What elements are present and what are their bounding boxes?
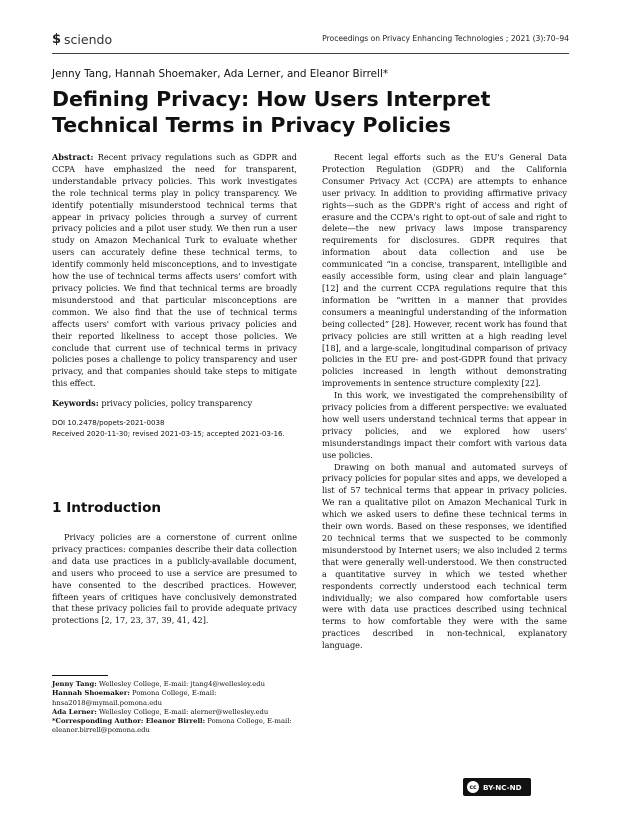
received-dates: Received 2020-11-30; revised 2021-03-15; accepted 2021-03-16.	[52, 428, 285, 438]
abstract-text: Recent privacy regulations such as GDPR and CCPA have emphasized the need for transparent, understandable privacy policies. This work investigates the role technical terms play in policy transparency. We identify potentially misunderstood technical terms that appear in privacy policies through a survey of current privacy policies and a pilot user study. We then run a user study on Amazon Mechanical Turk to evaluate whether users can accurately define these technical terms, to identify commonly held misconceptions, and to investigate how the use of technical terms affects users' comfort with privacy policies. We find that technical terms are broadly misunderstood and that particular misconceptions are common. We also find that the use of technical terms affects users' comfort with various privacy policies and their reported likeliness to accept those policies. We conclude that current use of technical terms in privacy policies poses a challenge to policy transparency and user privacy, and that companies should take steps to mitigate this effect.	[52, 152, 297, 389]
keywords-text: privacy policies, policy transparency	[101, 398, 253, 409]
doi: DOI 10.2478/popets-2021-0038	[52, 418, 165, 428]
body-paragraph: Recent legal efforts such as the EU's General Data Protection Regulation (GDPR) and the California Consumer Privacy Act (CCPA) are attempts to enhance user privacy. In addition to providing affirmative privacy rights—such as the GDPR's right of access and right of erasure and the CCPA's right to opt-out of sale and right to delete—the new privacy laws impose transparency requirements for disclosures. GDPR requires that information about data collection and use be communicated “in a concise, transparent, intelligible and easily accessible form, using clear and plain language” [12] and the current CCPA regulations require that this information be “written in a manner that provides consumers a meaningful understanding of the information being collected” [28]. However, recent work has found that privacy policies are still written at a high reading level [18], and a large-scale, longitudinal comparison of privacy policies in the EU pre- and post-GDPR found that privacy policies increased in length without demonstrating improvements in sentence structure complexity [22].	[322, 152, 567, 389]
publisher-logo	[52, 32, 112, 47]
footnote-item: *Corresponding Author: Eleanor Birrell: Pomona College, E-mail: eleanor.birrell@pomona.edu	[52, 717, 292, 735]
paper-title	[52, 86, 572, 138]
body-paragraph: Drawing on both manual and automated surveys of privacy policies for popular sites and apps, we developed a list of 57 technical terms that appear in privacy policies. We ran a qualitative pilot on Amazon Mechanical Turk in which we asked users to define these technical terms in their own words. Based on these responses, we identified 20 technical terms that we suspected to be commonly misunderstood by Internet users; we also included 2 terms that were generally well-understood. We then constructed a quantitative survey in which we tested whether respondents correctly understood each technical term individually; we also compared how comfortable users were with data use practices described using technical terms to how comfortable they were with the same practices described in non-technical, explanatory language.	[322, 461, 567, 651]
publisher-name: sciendo	[64, 32, 113, 47]
abstract	[52, 152, 297, 390]
body-paragraph: In this work, we investigated the comprehensibility of privacy policies from a different perspective: we evaluated how well users understand technical terms that appear in privacy policies, and we explored how users' misunderstandings impact their comfort with various data use policies.	[322, 390, 567, 460]
footnote-item: Hannah Shoemaker: Pomona College, E-mail: hnsa2018@mymail.pomona.edu	[52, 689, 217, 707]
abstract-label: Abstract:	[52, 152, 94, 162]
license-text: BY-NC-ND	[483, 782, 522, 792]
footnote-item: Jenny Tang: Wellesley College, E-mail: jtang4@wellesley.edu	[52, 680, 265, 688]
license-badge[interactable]	[463, 778, 531, 796]
author-list: Jenny Tang, Hannah Shoemaker, Ada Lerner, and Eleanor Birrell*	[52, 68, 389, 80]
keywords	[52, 398, 297, 410]
article-meta	[52, 418, 297, 439]
keywords-label: Keywords:	[52, 398, 99, 409]
creative-commons-icon: cc	[467, 781, 479, 793]
page-header	[52, 30, 569, 52]
section-heading-introduction: 1 Introduction	[52, 500, 162, 516]
left-column	[52, 152, 297, 439]
journal-citation: Proceedings on Privacy Enhancing Technologies ; 2021 (3):70–94	[322, 34, 569, 43]
header-rule	[52, 53, 569, 54]
footnote-rule	[52, 675, 108, 676]
title-line-2: Technical Terms in Privacy Policies	[52, 113, 451, 137]
intro-paragraph: Privacy policies are a cornerstone of current online privacy practices: companies describe their data collection and data use practices in a publicly-available document, and users who proceed to use a service are presumed to have consented to the described practices. However, fifteen years of critiques have conclusively demonstrated that these privacy policies fail to provide adequate privacy protections [2, 17, 23, 37, 39, 41, 42].	[52, 532, 297, 626]
sciendo-s-logo-icon: $	[52, 32, 62, 47]
title-line-1: Defining Privacy: How Users Interpret	[52, 87, 491, 111]
footnote-item: Ada Lerner: Wellesley College, E-mail: alerner@wellesley.edu	[52, 707, 269, 716]
author-footnotes	[52, 680, 297, 736]
right-column	[322, 152, 567, 652]
